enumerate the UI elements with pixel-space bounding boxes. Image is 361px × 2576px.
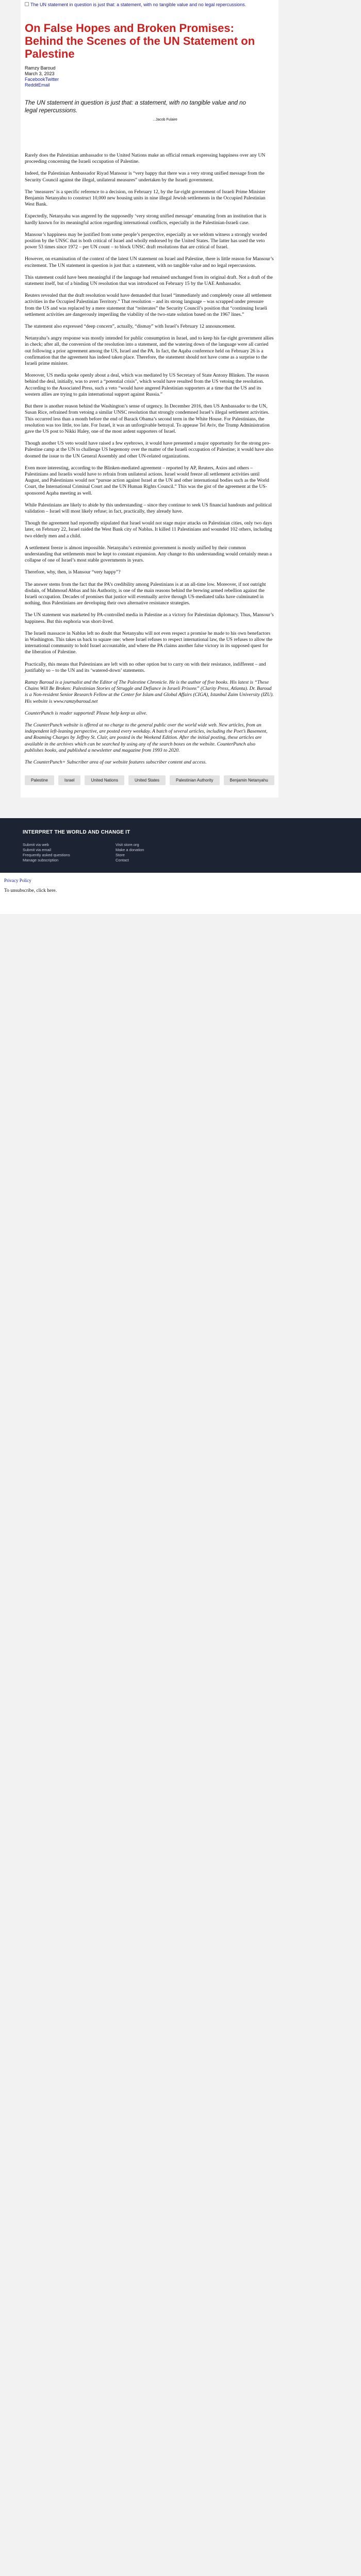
paragraph: The Israeli massacre in Nablus left no doubt that Netanyahu will not even respect a promise he made to his own benefactors in Washington. This takes us back to square one: where Israel refuses to respect international law, the US refuses to allow the international community to hold Israel accountable, and where the PA claims another false victory in its supposed quest for the liberation of Palestine. bbox=[25, 630, 273, 655]
paragraph: Rarely does the Palestinian ambassador to the United Nations make an official remark expressing happiness over any UN proceeding concerning the Israeli occupation of Palestine. bbox=[25, 152, 266, 165]
tag[interactable]: United Nations bbox=[85, 775, 124, 785]
footer-link[interactable]: Store bbox=[116, 853, 125, 858]
paragraph: Though the agreement had reportedly stipulated that Israel would not stage major attacks on Palestinian cities, only two days later, on February 22, Israel raided the West Bank city of Nablus. It killed 11 Palestinians and wounded 102 others, including two elderly men and a child. bbox=[25, 520, 272, 539]
broken-image-icon bbox=[25, 2, 29, 6]
paragraph: The ‘measures’ is a specific reference to a decision, on February 12, by the far-right government of Israeli Prime Minister Benjamin Netanyahu to construct 10,000 new housing units in nine illegal Jewish settlements in the Occupied Palestinian West Bank. bbox=[25, 189, 266, 208]
footer-heading: INTERPRET THE WORLD AND CHANGE IT bbox=[23, 829, 130, 836]
paragraph: Indeed, the Palestinian Ambassador Riyad Mansour is “very happy that there was a very strong unified message from the Security Council against the illegal, unilateral measures” undertaken by the Israeli government. bbox=[25, 171, 265, 183]
article bbox=[21, 0, 278, 798]
unsubscribe-text[interactable]: To unsubscribe, click here. bbox=[4, 888, 57, 894]
footer-link[interactable]: Frequently asked questions bbox=[23, 853, 70, 858]
byline bbox=[25, 65, 274, 88]
footer-link[interactable]: Submit via web bbox=[23, 842, 49, 848]
paragraph: Practically, this means that Palestinians are left with no other option but to carry on with their resistance, indifferent – and justifiably so – to the UN and its ‘watered-down’ statements. bbox=[25, 661, 266, 673]
paragraph: Reuters revealed that the draft resolution would have demanded that Israel “immediately and completely cease all settlement activities in the Occupied Palestinian Territory.” That resolution – and its strong language – was scrapped under pressure from the US and was replaced by a mere statement that “reiterates” the Security Council’s position that “continuing Israeli settlement activities are dangerously imperiling the viability of the two-state solution based on the 1967 lines.” bbox=[25, 293, 272, 317]
paragraph: Mansour’s happiness may be justified from some people’s perspective, especially as we seldom witness a strongly worded position by the UNSC that is both critical of Israel and wholly endorsed by the United States. The latter has used the veto power 53 times since 1972 – per UN count – to block UNSC draft resolutions that are critical of Israel. bbox=[25, 231, 267, 250]
reddit-share-link[interactable]: Reddit bbox=[25, 82, 39, 88]
paragraph: Though another US veto would have raised a few eyebrows, it would have presented a major opportunity for the strong pro-Palestine camp at the UN to challenge US hegemony over the matter of the Israeli occupation of Palestine; it would have also doomed the issue to the UN General Assembly and other UN-related organizations. bbox=[25, 440, 273, 459]
about-paragraph: The CounterPunch website is offered at no charge to the general public over the world wide web. New articles, from an independent left-leaning perspective, are posted every weekday. A batch of several articles, including the Poet’s Basement, and Roaming Charges by Jeffrey St. Clair, are posted in the Weekend Edition. After the initial posting, these articles are available in the archives which can be searched by using any of the search boxes on the website. CounterPunch also publishes books, and published a newsletter and magazine from 1993 to 2020. bbox=[25, 722, 268, 753]
facebook-share-link[interactable]: Facebook bbox=[25, 77, 45, 82]
paragraph: Even more interesting, according to the Blinken-mediated agreement – reported by AP, Reuters, Axios and others – Palestinians and Israelis would have to refrain from unilateral actions. Israel would freeze all settlement activities until August, and Palestinians would not “pursue action against Israel at the UN and other international bodies such as the World Court, the International Criminal Court and the UN Human Rights Council.” This was the gist of the agreement at the US-sponsored Aqaba meeting as well. bbox=[25, 465, 269, 496]
author-name: Ramzy Baroud bbox=[25, 65, 56, 71]
paragraph: The UN statement was marketed by PA-controlled media in Palestine as a victory for Palestinian diplomacy. Thus, Mansour’s happiness. But this euphoria was short-lived. bbox=[25, 612, 274, 624]
paragraph: The answer stems from the fact that the PA’s credibility among Palestinians is at an all-time low. Moreover, if not outright disdain, of Mahmoud Abbas and his Authority, is one of the main reasons behind the brewing armed rebellion against the Israeli occupation. Decades of promises that justice will eventually arrive through US-mediated talks have culminated in nothing, thus Palestinians are developing their own alternative resistance strategies. bbox=[25, 581, 266, 606]
paragraph: The statement also expressed “deep concern”, actually, “dismay” with Israel’s February 12 announcement. bbox=[25, 324, 236, 330]
tag-list bbox=[25, 771, 274, 787]
tag[interactable]: Palestine bbox=[25, 775, 54, 785]
paragraph: Moreover, US media spoke openly about a deal, which was mediated by US Secretary of State Antony Blinken. The reason behind the deal, initially, was to avert a “potential crisis”, which would have resulted from the US vetoing the resolution. According to the Associated Press, such a veto “would have angered Palestinian supporters at a time that the US and its western allies are trying to gain international support against Russia.” bbox=[25, 372, 269, 397]
support-callout[interactable]: CounterPunch is reader supported! Please help keep us alive. bbox=[25, 710, 147, 716]
hero-alt-text: The UN statement in question is just that: a statement, with no tangible value and no legal repercussions. bbox=[30, 2, 247, 7]
paragraph: But there is another reason behind the Washington’s sense of urgency. In December 2016, then US Ambassador to the UN, Susan Rice, refrained from vetoing a similar UNSC resolution that strongly condemned Israel’s illegal settlement activities. This occurred less than a month before the end of Barack Obama’s second term in the White House. For Palestinians, the resolution was too little, too late. For Israel, it was an unforgivable betrayal. To appease Tel Aviv, the Trump Administration gave the US post to Nikki Haley, one of the most ardent supporters of Israel. bbox=[25, 403, 270, 434]
twitter-share-link[interactable]: Twitter bbox=[45, 77, 59, 82]
legal-section bbox=[0, 873, 361, 914]
paragraph: A settlement freeze is almost impossible. Netanyahu’s extremist government is mostly unified by their common understanding that settlements must be kept to constant expansion. Any change to this understanding would certainly mean a collapse of one of Israel’s most stable governments in years. bbox=[25, 545, 272, 564]
share-links bbox=[25, 77, 274, 82]
article-title: On False Hopes and Broken Promises: Behind the Scenes of the UN Statement on Palestine bbox=[25, 22, 255, 60]
tag[interactable]: United States bbox=[128, 775, 166, 785]
footer-links bbox=[23, 842, 361, 862]
footer-link[interactable]: Visit store.org bbox=[116, 842, 139, 848]
paragraph: This statement could have been meaningful if the language had remained unchanged from its original draft. Not a draft of the statement itself, but of a binding UN resolution that was introduced on February 15 by the UAE Ambassador. bbox=[25, 274, 273, 287]
article-body bbox=[25, 152, 274, 674]
paragraph: Netanyahu’s angry response was mostly intended for public consumption in Israel, and to keep his far-right government allies in check; after all, the conversion of the resolution into a statement, and the watering down of the language were all carried out following a prior agreement among the US, Israel and the PA. In fact, the Aqaba conference held on February 26 is a confirmation that the agreement has indeed taken place. Therefore, the statement should not have come as a surprise to the Israeli prime minister. bbox=[25, 335, 274, 367]
site-footer bbox=[0, 818, 361, 873]
subscriber-paragraph: The CounterPunch+ Subscriber area of our website features subscriber content and access. bbox=[25, 759, 207, 766]
page bbox=[0, 0, 361, 914]
publish-date: March 3, 2023 bbox=[25, 71, 55, 76]
paragraph: While Palestinians are likely to abide by this understanding – since they continue to seek US financial handouts and political validation – Israel will most likely refuse; in fact, practically, they already have. bbox=[25, 502, 272, 514]
paragraph: Therefore, why, then, is Mansour “very happy”? bbox=[25, 569, 121, 575]
footer-column-2 bbox=[116, 842, 208, 862]
tag[interactable]: Benjamin Netanyahu bbox=[224, 775, 274, 785]
privacy-policy-link[interactable]: Privacy Policy bbox=[4, 878, 31, 884]
tag[interactable]: Palestinian Authority bbox=[170, 775, 220, 785]
author-bio bbox=[25, 680, 274, 766]
share-links-2 bbox=[25, 82, 274, 88]
tag[interactable]: Israel bbox=[58, 775, 81, 785]
paragraph: Expectedly, Netanyahu was angered by the supposedly ‘very strong unified message’ emanating from an institution that is hardly known for its meaningful action regarding international conflicts, especially in the Palestinian-Israeli case. bbox=[25, 213, 267, 226]
pull-quote: The UN statement in question is just that: a statement, with no tangible value and no legal repercussions. bbox=[25, 100, 246, 114]
footer-link[interactable]: Contact bbox=[116, 858, 129, 863]
footer-link[interactable]: Submit via email bbox=[23, 848, 52, 853]
paragraph: However, on examination of the context of the latest UN statement on Israel and Palestine, there is little reason for Mansour’s excitement. The UN statement in question is just that: a statement, with no tangible value and no legal repercussions. bbox=[25, 256, 274, 268]
footer-link[interactable]: Manage subscription bbox=[23, 858, 59, 863]
email-share-link[interactable]: Email bbox=[38, 82, 50, 88]
footer-link[interactable]: Make a donation bbox=[116, 848, 144, 853]
pull-quote-source: ...Jacob Fulaire bbox=[153, 118, 177, 122]
footer-column-1 bbox=[23, 842, 116, 862]
bio-paragraph: Ramzy Baroud is a journalist and the Editor of The Palestine Chronicle. He is the author of five books. His latest is “These Chains Will Be Broken: Palestinian Stories of Struggle and Defiance in Israeli Prisons” (Clarity Press, Atlanta). Dr. Baroud is a Non-resident Senior Research Fellow at the Center for Islam and Global Affairs (CIGA), Istanbul Zaim University (IZU). His website is www.ramzybaroud.net bbox=[25, 680, 274, 704]
hero-image bbox=[25, 0, 274, 15]
